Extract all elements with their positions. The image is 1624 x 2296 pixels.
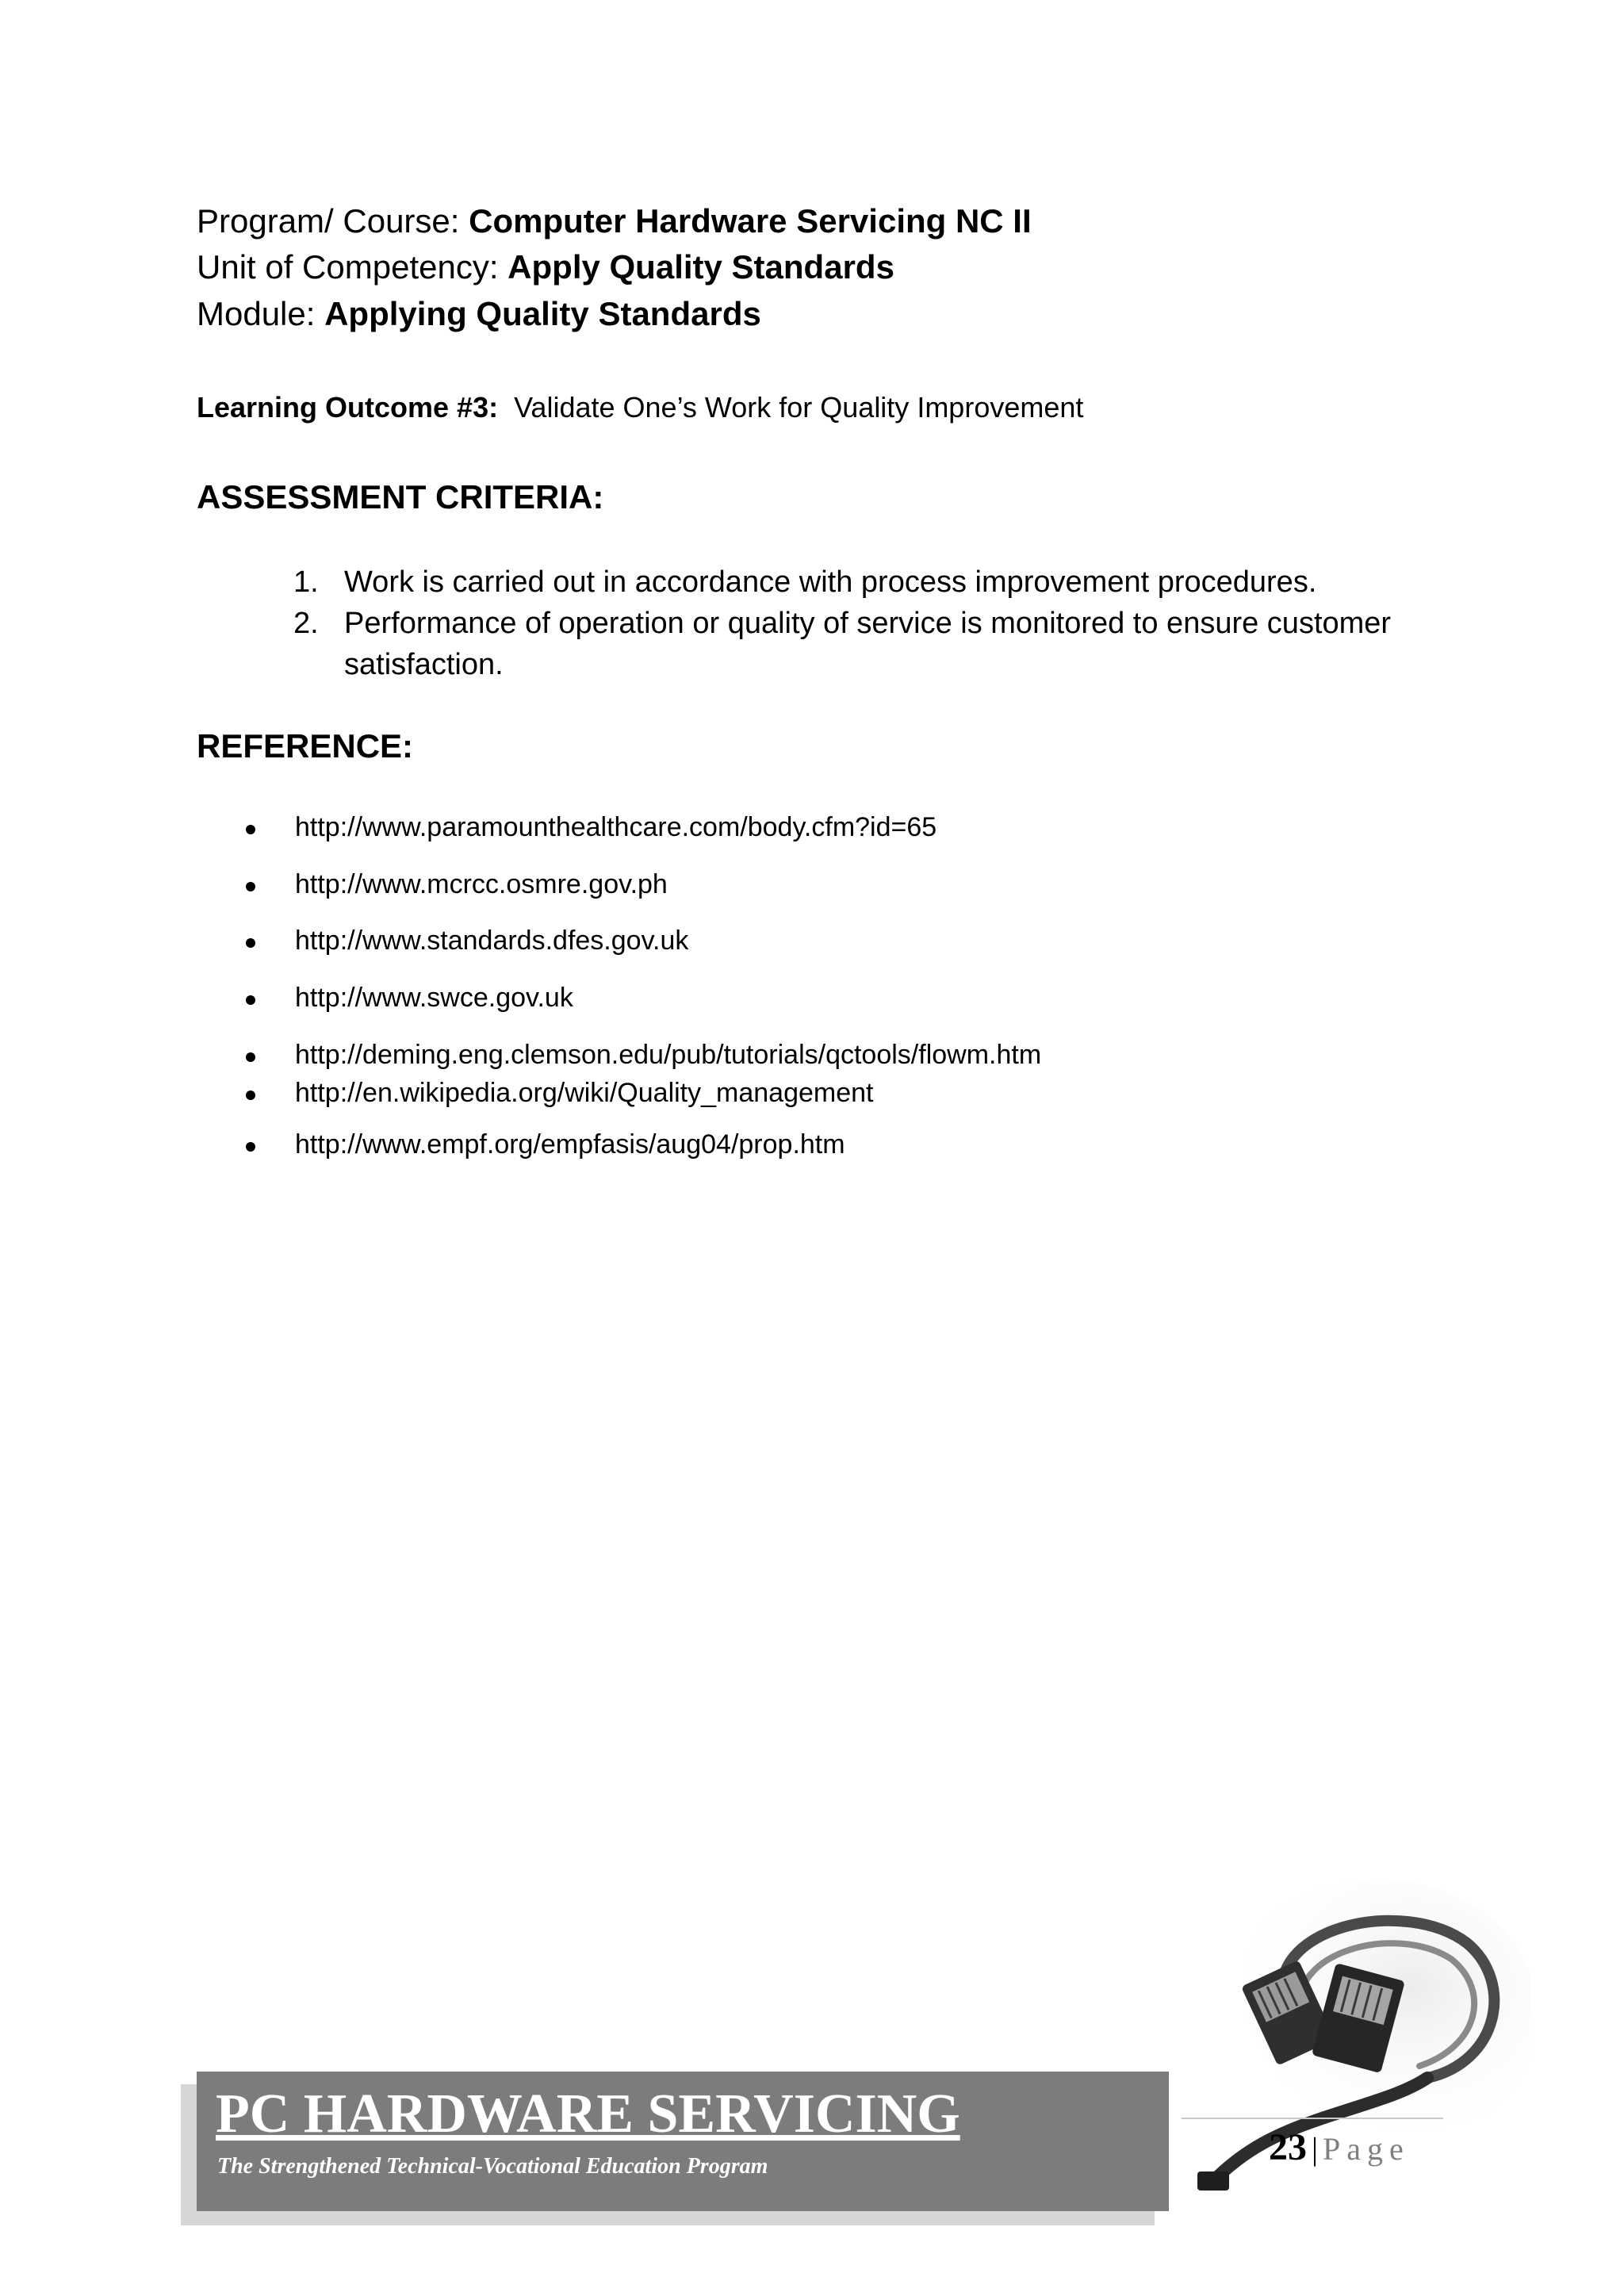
bullet-icon bbox=[246, 1142, 255, 1152]
banner-title: PC HARDWARE SERVICING bbox=[216, 2083, 960, 2145]
page-number: 23 bbox=[1269, 2126, 1307, 2168]
criteria-text: Work is carried out in accordance with process improvement procedures. bbox=[344, 565, 1317, 599]
unit-of-competency-line bbox=[197, 248, 894, 286]
page-separator: | bbox=[1312, 2131, 1319, 2167]
reference-link[interactable]: http://en.wikipedia.org/wiki/Quality_management bbox=[295, 1078, 874, 1108]
criteria-number: 1. bbox=[293, 565, 319, 599]
criteria-number: 2. bbox=[293, 607, 319, 640]
learning-outcome-label: Learning Outcome #3: bbox=[197, 391, 499, 424]
reference-link[interactable]: http://deming.eng.clemson.edu/pub/tutorials/qctools/flowm.htm bbox=[295, 1040, 1042, 1070]
learning-outcome bbox=[197, 391, 1083, 424]
module-line bbox=[197, 297, 761, 331]
program-value: Computer Hardware Servicing NC II bbox=[469, 202, 1032, 240]
page-number-block bbox=[1269, 2125, 1410, 2169]
assessment-criteria-title: ASSESSMENT CRITERIA: bbox=[197, 478, 604, 516]
program-course-line bbox=[197, 202, 1032, 240]
criteria-item bbox=[293, 603, 1419, 685]
bullet-icon bbox=[246, 1091, 255, 1100]
unit-label: Unit of Competency: bbox=[197, 248, 508, 286]
reference-link[interactable]: http://www.swce.gov.uk bbox=[295, 983, 573, 1013]
footer-divider bbox=[1182, 2118, 1443, 2119]
bullet-icon bbox=[246, 995, 255, 1005]
learning-outcome-text: Validate One’s Work for Quality Improvement bbox=[514, 391, 1084, 424]
bullet-icon bbox=[246, 938, 255, 948]
criteria-item bbox=[293, 562, 1419, 603]
reference-link[interactable]: http://www.standards.dfes.gov.uk bbox=[295, 926, 689, 956]
reference-link[interactable]: http://www.mcrcc.osmre.gov.ph bbox=[295, 869, 668, 899]
reference-link[interactable]: http://www.paramounthealthcare.com/body.cfm?id=65 bbox=[295, 812, 937, 842]
reference-link[interactable]: http://www.empf.org/empfasis/aug04/prop.htm bbox=[295, 1129, 845, 1159]
footer-banner bbox=[197, 2072, 1169, 2211]
module-value: Applying Quality Standards bbox=[324, 295, 761, 332]
unit-value: Apply Quality Standards bbox=[508, 248, 894, 286]
page-label: Page bbox=[1323, 2131, 1410, 2167]
module-label: Module: bbox=[197, 295, 325, 332]
bullet-icon bbox=[246, 882, 255, 891]
program-label: Program/ Course: bbox=[197, 202, 469, 240]
banner-subtitle: The Strengthened Technical-Vocational Education Program bbox=[217, 2154, 768, 2179]
reference-title: REFERENCE: bbox=[197, 727, 414, 765]
bullet-icon bbox=[246, 1052, 255, 1062]
bullet-icon bbox=[246, 825, 255, 834]
criteria-text: Performance of operation or quality of service is monitored to ensure customer satisfaction. bbox=[344, 607, 1392, 681]
